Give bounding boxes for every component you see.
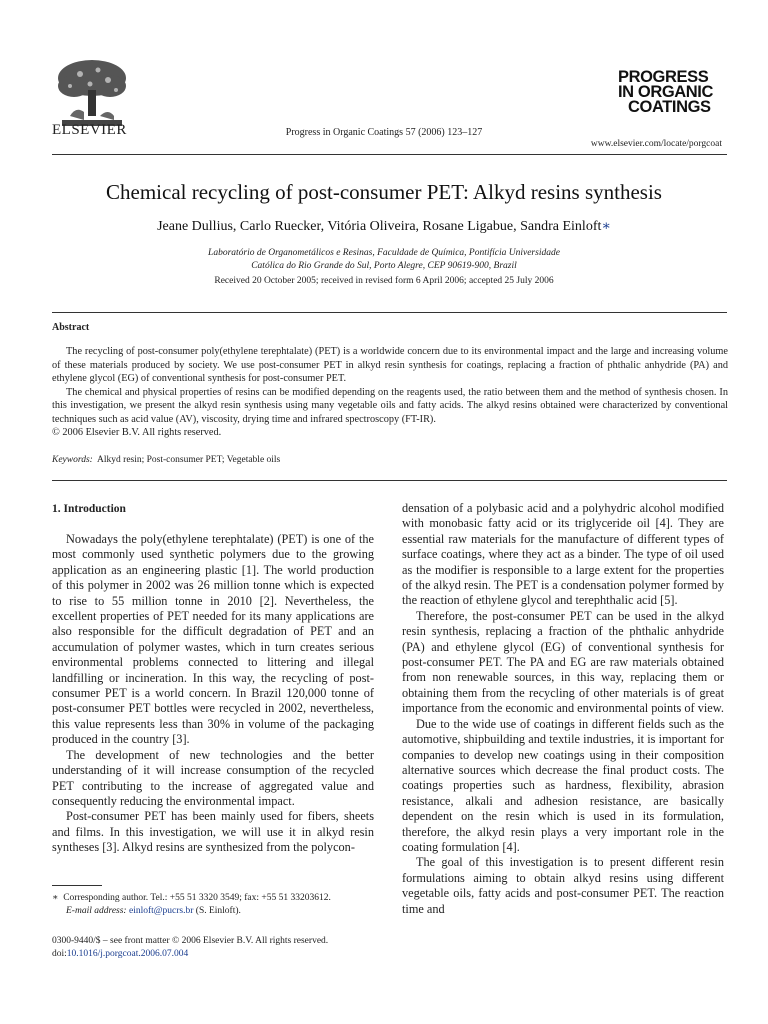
issn-line: 0300-9440/$ – see front matter © 2006 Elsevier B.V. All rights reserved. bbox=[52, 936, 329, 946]
abstract-bottom-rule bbox=[52, 480, 727, 481]
journal-url[interactable]: www.elsevier.com/locate/porgcoat bbox=[590, 139, 722, 149]
abstract-heading: Abstract bbox=[52, 322, 90, 333]
intro-paragraph-4: Therefore, the post-consumer PET can be used in the alkyd resin synthesis, replacing a fraction of the phthalic anhydride (PA) and ethylene glycol (EG) of conventional synthesis for post-consumer PET. The PA and EG are raw materials obtained from non renewable sources, in this way, replacing them or obtaining them from the recycling of other materials is of great importance from the economic and environmental points of view. bbox=[402, 608, 724, 716]
journal-citation: Progress in Organic Coatings 57 (2006) 123–127 bbox=[285, 127, 483, 138]
left-column bbox=[52, 532, 374, 856]
authors-text: Jeane Dullius, Carlo Ruecker, Vitória Oliveira, Rosane Ligabue, Sandra Einloft bbox=[157, 219, 602, 234]
intro-paragraph-3: Post-consumer PET has been mainly used for fibers, sheets and films. In this investigation, we will use it in alkyd resin syntheses [3]. Alkyd resins are synthesized from the polycon- bbox=[52, 809, 374, 855]
email-label: E-mail address: bbox=[66, 905, 127, 916]
corresponding-author-mark[interactable]: ∗ bbox=[601, 219, 611, 234]
article-title: Chemical recycling of post-consumer PET: Alkyd resins synthesis bbox=[106, 180, 662, 204]
received-dates: Received 20 October 2005; received in revised form 6 April 2006; accepted 25 July 2006 bbox=[214, 276, 554, 286]
footnote-rule bbox=[52, 885, 102, 886]
keywords bbox=[52, 455, 280, 465]
email-link[interactable]: einloft@pucrs.br bbox=[128, 905, 194, 916]
doi-prefix: doi: bbox=[52, 948, 67, 959]
keywords-list: Alkyd resin; Post-consumer PET; Vegetable oils bbox=[97, 455, 281, 465]
doi-link[interactable]: 10.1016/j.porgcoat.2006.07.004 bbox=[66, 948, 189, 959]
intro-paragraph-3-cont: densation of a polybasic acid and a polyhydric alcohol modified with monobasic fatty acid or its triglyceride oil [4]. They are essential raw materials for the manufacture of different types of surface coatings, where they act as a binder. The type of oil used as the modifier is responsible to a large extent for the properties of the alkyd resin. The PET is a condensation polymer formed by the reaction of ethylene glycol and terephthalic acid [5]. bbox=[402, 501, 724, 608]
author-list bbox=[0, 218, 768, 235]
email-line bbox=[52, 905, 382, 918]
journal-logo bbox=[618, 70, 713, 115]
affiliation-line-2: Católica do Rio Grande do Sul, Porto Alegre, CEP 90619-900, Brazil bbox=[251, 260, 517, 271]
abstract-copyright: © 2006 Elsevier B.V. All rights reserved. bbox=[52, 427, 222, 438]
publisher-name: ELSEVIER bbox=[52, 122, 127, 138]
journal-logo-line-2: IN ORGANIC bbox=[618, 83, 714, 101]
doi-line bbox=[52, 948, 328, 961]
header-rule bbox=[52, 154, 727, 155]
intro-paragraph-6: The goal of this investigation is to present different resin formulations aiming to obtain alkyd resins using different vegetable oils, fatty acids and post-consumer PET. The reaction time and bbox=[402, 855, 724, 916]
abstract-paragraph-2: The chemical and physical properties of resins can be modified depending on the reagents used, the ratio between them and the method of synthesis chosen. In this investigation, we present the alkyd resin synthesis using many vegetable oils and fatty acids. The alkyd resins obtained were characterized by conventional techniques such as acid value (AV), viscosity, drying time and infrared spectroscopy (FT-IR). bbox=[52, 386, 728, 425]
front-matter bbox=[52, 935, 328, 960]
abstract-top-rule bbox=[52, 312, 727, 313]
affiliation bbox=[0, 247, 768, 272]
footnote-mark: ∗ bbox=[52, 893, 59, 903]
intro-paragraph-2: The development of new technologies and the better understanding of it will increase consumption of the recycled PET contributing to the increase of aggregated value and consequently reducing the environmental impact. bbox=[52, 747, 374, 808]
footnote bbox=[52, 892, 382, 917]
email-suffix: (S. Einloft). bbox=[195, 905, 241, 916]
corresponding-author-note bbox=[52, 892, 382, 905]
corresponding-author-text: Corresponding author. Tel.: +55 51 3320 3549; fax: +55 51 33203612. bbox=[63, 893, 331, 903]
journal-logo-line-1: PROGRESS bbox=[618, 68, 709, 86]
keywords-label: Keywords: bbox=[52, 455, 93, 465]
abstract-paragraph-1: The recycling of post-consumer poly(ethylene terephtalate) (PET) is a worldwide concern due to its environmental impact and the large and increasing volume of these materials produced by society. We use post-consumer PET in alkyd resin synthesis for coatings, replacing a fraction of phthalic anhydride (PA) and ethylene glycol (EG) of conventional synthesis for post-consumer PET. bbox=[52, 346, 728, 384]
tree-logo-icon bbox=[52, 56, 132, 128]
intro-paragraph-5: Due to the wide use of coatings in different fields such as the automotive, shipbuilding and textile industries, it is important for companies to develop new coatings using in their composition alternative sources which decrease the final product costs. The coatings properties such as hardness, flexibility, abrasion resistance, alkali and adhesion resistance, are basically dependent on the resin which is used in its formulation, therefore, the alkyd resin plays a very important role in the coating formulation [4]. bbox=[402, 716, 724, 854]
intro-paragraph-1: Nowadays the poly(ethylene terephtalate) (PET) is one of the most commonly used synthetic polymers due to the growing application as an engineering plastic [1]. The world production of this polymer in 2002 was 26 million tonne which is expected to rise to 55 million tonne in 2010 [2]. Nevertheless, the excellent properties of PET needed for its many applications are also responsible for the difficult degradation of PET and an accumulation of polymer wastes, which in turn creates serious environmental problems connected to littering and illegal landfilling or incineration. In this way, the recycling of post-consumer PET is a world concern. In Brazil 120,000 tonne of post-consumer PET bottles were recycled in 2002, nevertheless, this value represents less than 30% in volume of the packaging produced in the country [3]. bbox=[52, 532, 374, 747]
section-heading: 1. Introduction bbox=[52, 503, 126, 515]
affiliation-line-1: Laboratório de Organometálicos e Resinas, Faculdade de Química, Pontifícia Universidade bbox=[208, 248, 560, 258]
right-column bbox=[402, 501, 724, 917]
journal-logo-line-3: COATINGS bbox=[628, 98, 711, 116]
abstract-body bbox=[52, 345, 728, 440]
